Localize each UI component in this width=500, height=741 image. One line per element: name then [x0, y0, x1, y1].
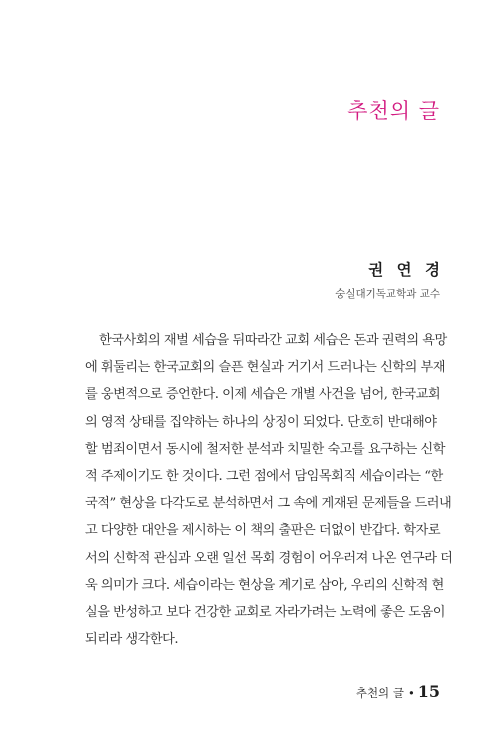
author-affiliation: 숭실대기독교학과 교수 [335, 288, 440, 300]
section-title: 추천의 글 [347, 99, 440, 123]
footer-bullet: • [407, 686, 415, 700]
body-line: 적 주제이기도 한 것이다. 그런 점에서 담임목회직 세습이라는 “한 [85, 468, 443, 484]
page-footer [356, 682, 440, 701]
author-name: 권 연 경 [368, 260, 444, 279]
body-line: 서의 신학적 관심과 오랜 일선 목회 경험이 어우러져 나온 연구라 더 [85, 550, 453, 566]
body-line: 고 다양한 대안을 제시하는 이 책의 출판은 더없이 반갑다. 학자로 [85, 523, 441, 539]
body-line: 를 웅변적으로 증언한다. 이제 세습은 개별 사건을 넘어, 한국교회 [85, 387, 441, 403]
body-line: 욱 의미가 크다. 세습이라는 현상을 계기로 삼아, 우리의 신학적 현 [85, 577, 444, 593]
body-line: 실을 반성하고 보다 건강한 교회로 자라가려는 노력에 좋은 도움이 [85, 604, 445, 620]
body-line: 한국사회의 재벌 세습을 뒤따라간 교회 세습은 돈과 권력의 욕망 [99, 333, 447, 348]
body-line: 의 영적 상태를 집약하는 하나의 상징이 되었다. 단호히 반대해야 [85, 414, 437, 430]
body-paragraph [85, 327, 453, 653]
body-line: 할 범죄이면서 동시에 철저한 분석과 치밀한 숙고를 요구하는 신학 [85, 441, 445, 457]
body-line: 에 휘둘리는 한국교회의 슬픈 현실과 거기서 드러나는 신학의 부재 [85, 360, 445, 376]
page-number: 15 [417, 682, 440, 701]
running-footer-title: 추천의 글 [355, 686, 404, 700]
author-block [335, 258, 444, 301]
body-line: 되리라 생각한다. [85, 632, 179, 648]
body-line: 국적” 현상을 다각도로 분석하면서 그 속에 게재된 문제들을 드러내 [85, 496, 452, 512]
